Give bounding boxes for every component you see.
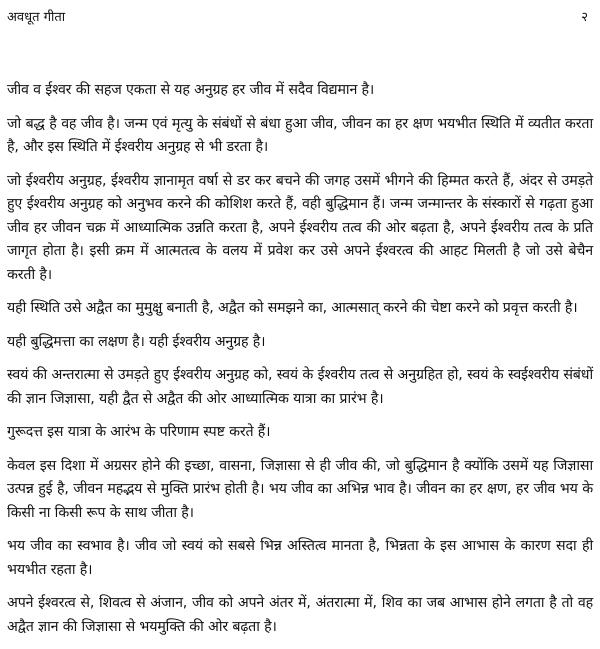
page-header	[7, 6, 588, 26]
paragraph: केवल इस दिशा में अग्रसर होने की इच्छा, वासना, जिज्ञासा से ही जीव की, जो बुद्धिमान है क्योंकि उसमें यह जिज्ञासा उत्पन्न हुई है, जीवन महद्भय से मुक्ति प्रारंभ होती है। भय जीव का अभिन्न भाव है। जीवन का हर क्षण, हर जीव भय के किसी ना किसी रूप के साथ जीता है।	[7, 457, 593, 521]
running-title: अवधूत गीता	[7, 10, 66, 25]
paragraph: गुरूदत्त इस यात्रा के आरंभ के परिणाम स्पष्ट करते हैं।	[7, 424, 271, 440]
page-number: २	[581, 10, 588, 25]
paragraph: जो ईश्वरीय अनुग्रह, ईश्वरीय ज्ञानामृत वर्षा से डर कर बचने की जगह उसमें भीगने की हिम्मत करते हैं, अंदर से उमड़ते हुए ईश्वरीय अनुग्रह को अनुभव करने की कोशिश करते हैं, वही बुद्धिमान हैं। जन्म जन्मान्तर के संस्कारों से गढ़ता हुआ जीव हर जीवन चक्र में आध्यात्मिक उन्नति करता है, अपने ईश्वरीय तत्व की ओर बढ़ता है, अपने ईश्वरीय तत्व के प्रति जागृत होता है। इसी क्रम में आत्मतत्व के वलय में प्रवेश कर उसे अपने ईश्वरत्व की आहट मिलती है जो उसे बेचैन करती है।	[7, 172, 593, 283]
paragraph: जो बद्ध है वह जीव है। जन्म एवं मृत्यु के संबंधों से बंधा हुआ जीव, जीवन का हर क्षण भयभीत स्थिति में व्यतीत करता है, और इस स्थिति में ईश्वरीय अनुग्रह से भी डरता है।	[7, 115, 593, 155]
body-text	[7, 79, 593, 649]
paragraph: भय जीव का स्वभाव है। जीव जो स्वयं को सबसे भिन्न अस्तित्व मानता है, भिन्नता के इस आभास के कारण सदा ही भयभीत रहता है।	[7, 538, 593, 578]
paragraph: अपने ईश्वरत्व से, शिवत्व से अंजान, जीव को अपने अंतर में, अंतरात्मा में, शिव का जब आभास होने लगता है तो वह अद्वैत ज्ञान की जिज्ञासा से भयमुक्ति की ओर बढ़ता है।	[7, 595, 593, 635]
paragraph: यही बुद्धिमत्ता का लक्षण है। यही ईश्वरीय अनुग्रह है।	[7, 333, 266, 350]
paragraph: यही स्थिति उसे अद्वैत का मुमुक्षु बनाती है, अद्वैत को समझने का, आत्मसात् करने की चेष्टा करने को प्रवृत्त करती है।	[7, 300, 578, 316]
paragraph: स्वयं की अन्तरात्मा से उमड़ते हुए ईश्वरीय अनुग्रह को, स्वयं के ईश्वरीय तत्व से अनुग्रहित हो, स्वयं के स्वईश्वरीय संबंधों की ज्ञान जिज्ञासा, यही द्वैत से अद्वैत की ओर आध्यात्मिक यात्रा का प्रारंभ है।	[7, 367, 593, 407]
paragraph: जीव व ईश्वर की सहज एकता से यह अनुग्रह हर जीव में सदैव विद्यमान है।	[7, 82, 375, 98]
